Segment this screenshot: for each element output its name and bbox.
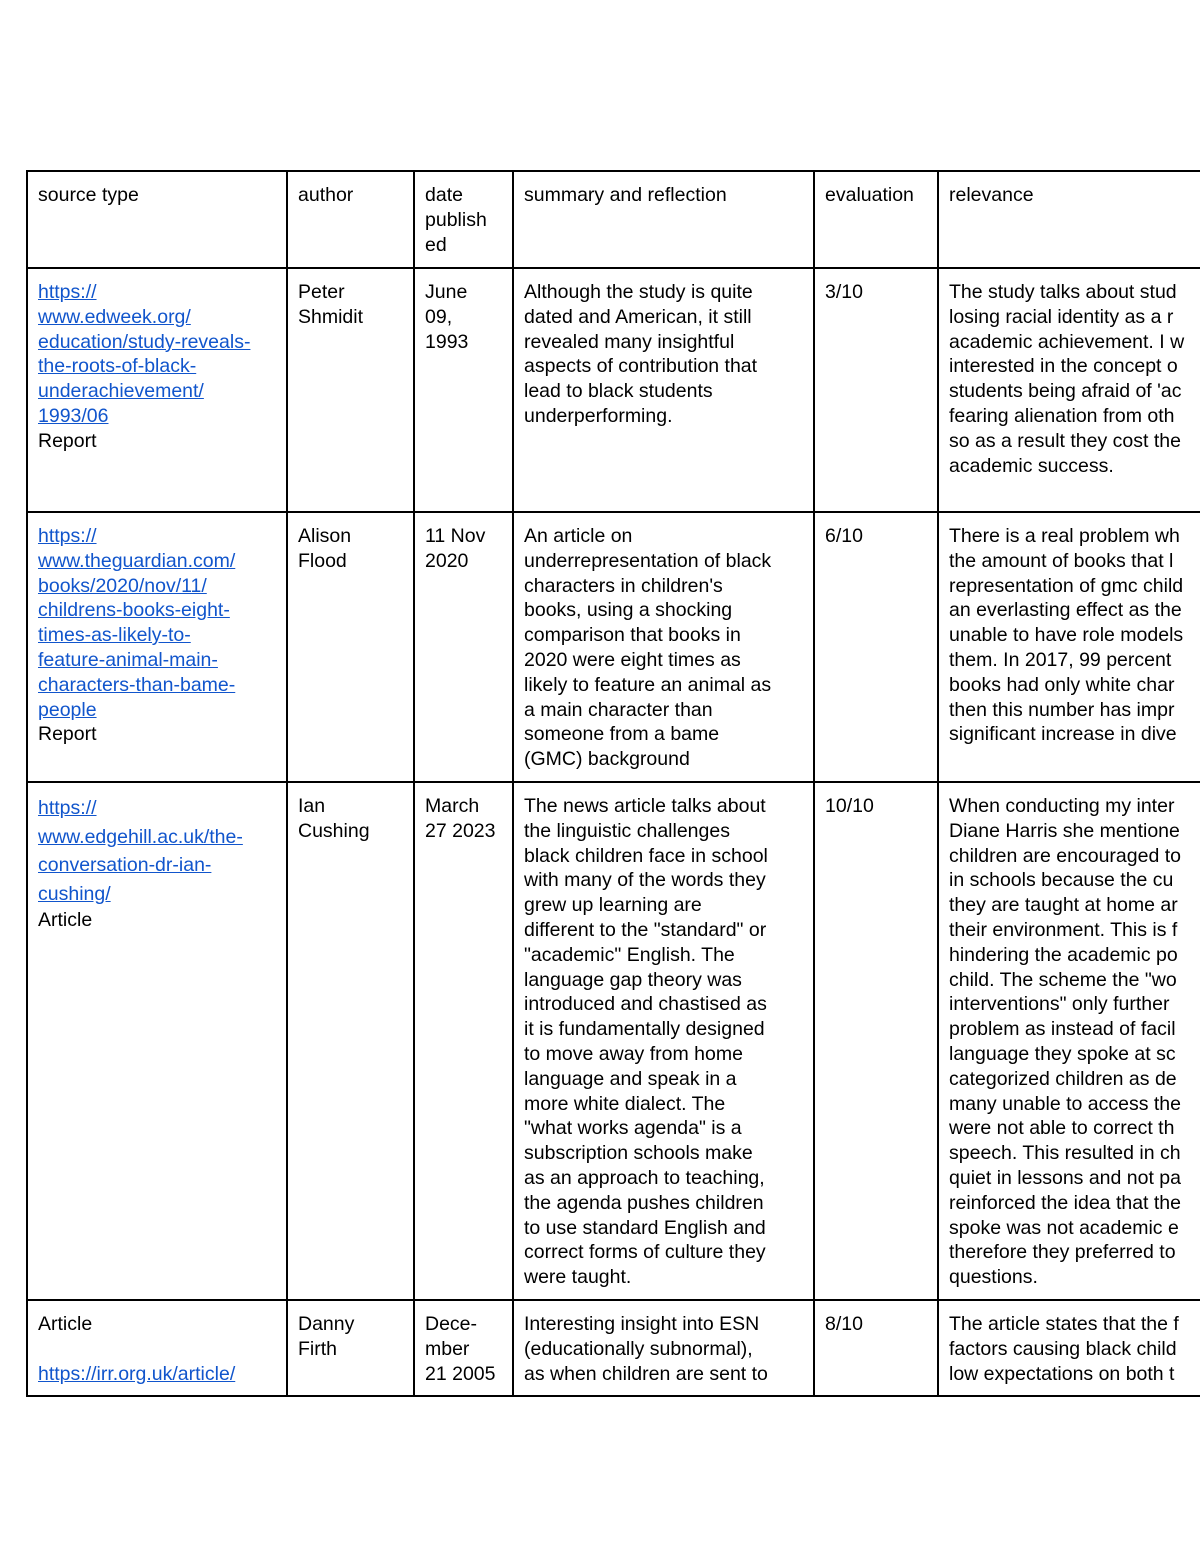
link-line[interactable]: https://irr.org.uk/article/ [38, 1362, 236, 1385]
relevance-text: the amount of books that l [949, 549, 1174, 572]
relevance-text: losing racial identity as a r [949, 305, 1174, 328]
header-text: evaluation [825, 184, 914, 206]
table-row [27, 512, 1200, 782]
summary-text: underperforming. [524, 404, 673, 427]
table-row [27, 268, 1200, 512]
relevance-text: questions. [949, 1266, 1038, 1289]
date-text: 21 2005 [425, 1362, 496, 1385]
relevance-text: problem as instead of facil [949, 1018, 1176, 1041]
summary-text: language and speak in a [524, 1067, 737, 1090]
relevance-text: so as a result they cost the [949, 429, 1181, 452]
relevance-text: low expectations on both t [949, 1362, 1175, 1385]
link-line[interactable]: the-roots-of-black- [38, 355, 197, 378]
summary-text: characters in children's [524, 574, 723, 597]
source-cell [27, 268, 287, 512]
relevance-text: children are encouraged to [949, 844, 1181, 867]
summary-cell [513, 1300, 814, 1396]
summary-text: dated and American, it still [524, 305, 752, 328]
date-text: 1993 [425, 330, 469, 353]
source-link[interactable] [38, 280, 276, 429]
relevance-text: categorized children as de [949, 1067, 1177, 1090]
header-text: source type [38, 184, 139, 206]
relevance-text: child. The scheme the "wo [949, 968, 1177, 991]
summary-text: underrepresentation of black [524, 549, 772, 572]
blank-line [38, 1337, 276, 1362]
date-text: mber [425, 1337, 470, 1360]
source-link[interactable] [38, 1362, 276, 1387]
summary-text: someone from a bame [524, 723, 720, 746]
source-type-label: Article [38, 909, 93, 931]
relevance-text: spoke was not academic e [949, 1216, 1179, 1239]
relevance-text: interested in the concept o [949, 355, 1178, 378]
link-line[interactable]: times-as-likely-to- [38, 624, 191, 647]
header-text: relevance [949, 184, 1034, 206]
source-cell [27, 512, 287, 782]
date-text: 27 2023 [425, 819, 496, 842]
summary-text: it is fundamentally designed [524, 1018, 765, 1041]
date-text: March [425, 795, 480, 817]
link-line[interactable]: www.theguardian.com/ [38, 549, 236, 572]
summary-text: subscription schools make [524, 1142, 753, 1165]
source-link[interactable] [38, 794, 276, 908]
evaluation-cell [814, 268, 938, 512]
date-cell [414, 268, 513, 512]
author-cell [287, 1300, 414, 1396]
source-type-label: Report [38, 429, 97, 452]
link-line[interactable]: 1993/06 [38, 404, 109, 427]
summary-text: An article on [524, 525, 633, 547]
evaluation-score: 6/10 [825, 525, 863, 547]
table-row [27, 782, 1200, 1300]
summary-text: comparison that books in [524, 624, 741, 647]
evaluation-score: 3/10 [825, 281, 863, 303]
author-text: Shmidit [298, 305, 364, 328]
link-line[interactable]: books/2020/nov/11/ [38, 574, 207, 597]
link-line[interactable]: https:// [38, 281, 97, 303]
summary-text: (educationally subnormal), [524, 1337, 753, 1360]
link-line[interactable]: www.edweek.org/ [38, 305, 191, 328]
evaluation-score: 8/10 [825, 1313, 863, 1335]
date-cell [414, 782, 513, 1300]
relevance-text: unable to have role models [949, 624, 1184, 647]
date-text: 09, [425, 305, 453, 328]
summary-text: the agenda pushes children [524, 1191, 764, 1214]
header-text: ed [425, 233, 447, 256]
summary-text: "what works agenda" is a [524, 1117, 742, 1140]
evaluation-cell [814, 512, 938, 782]
summary-text: likely to feature an animal as [524, 673, 772, 696]
evaluation-cell [814, 1300, 938, 1396]
source-type-label: Article [38, 1313, 93, 1335]
author-cell [287, 512, 414, 782]
summary-text: as when children are sent to [524, 1362, 768, 1385]
header-text: author [298, 184, 354, 206]
summary-text: with many of the words they [524, 869, 766, 892]
link-line[interactable]: https:// [38, 525, 97, 547]
link-line[interactable]: conversation-dr-ian- [38, 854, 212, 876]
relevance-text: reinforced the idea that the [949, 1191, 1181, 1214]
evaluation-score: 10/10 [825, 795, 874, 817]
relevance-text: fearing alienation from oth [949, 404, 1175, 427]
header-text: publish [425, 208, 487, 231]
relevance-text: factors causing black child [949, 1337, 1177, 1360]
date-cell [414, 1300, 513, 1396]
header-author [287, 171, 414, 268]
relevance-text: students being afraid of 'ac [949, 380, 1182, 403]
author-text: Peter [298, 281, 345, 303]
summary-text: correct forms of culture they [524, 1241, 766, 1264]
relevance-cell [938, 512, 1200, 782]
summary-text: were taught. [524, 1266, 632, 1289]
author-text: Cushing [298, 819, 370, 842]
author-text: Ian [298, 795, 326, 817]
author-text: Danny [298, 1313, 355, 1335]
header-date-published [414, 171, 513, 268]
summary-text: to use standard English and [524, 1216, 766, 1239]
summary-text: revealed many insightful [524, 330, 735, 353]
header-relevance [938, 171, 1200, 268]
summary-text: black children face in school [524, 844, 768, 867]
relevance-text: quiet in lessons and not pa [949, 1166, 1182, 1189]
relevance-text: were not able to correct th [949, 1117, 1175, 1140]
source-type-label: Report [38, 723, 97, 746]
date-text: 2020 [425, 549, 469, 572]
date-cell [414, 512, 513, 782]
relevance-text: an everlasting effect as the [949, 599, 1182, 622]
summary-cell [513, 782, 814, 1300]
summary-text: different to the "standard" or [524, 918, 767, 941]
author-text: Flood [298, 549, 347, 572]
date-text: 11 Nov [425, 525, 486, 547]
link-line[interactable]: characters-than-bame- [38, 673, 236, 696]
link-line[interactable]: feature-animal-main- [38, 648, 218, 671]
link-line[interactable]: https:// [38, 797, 97, 819]
source-link[interactable] [38, 524, 276, 722]
summary-text: lead to black students [524, 380, 713, 403]
source-evaluation-table [26, 170, 1200, 1397]
link-line[interactable]: people [38, 698, 97, 721]
summary-text: more white dialect. The [524, 1092, 726, 1115]
summary-text: 2020 were eight times as [524, 648, 741, 671]
relevance-text: academic achievement. I w [949, 330, 1185, 353]
relevance-text: speech. This resulted in ch [949, 1142, 1181, 1165]
header-text: date [425, 184, 463, 206]
date-text: June [425, 281, 468, 303]
relevance-text: books had only white char [949, 673, 1175, 696]
header-source-type [27, 171, 287, 268]
summary-cell [513, 268, 814, 512]
summary-text: to move away from home [524, 1042, 743, 1065]
author-text: Alison [298, 525, 352, 547]
author-cell [287, 782, 414, 1300]
summary-text: aspects of contribution that [524, 355, 758, 378]
header-summary-reflection [513, 171, 814, 268]
summary-text: books, using a shocking [524, 599, 733, 622]
link-line[interactable]: childrens-books-eight- [38, 599, 230, 622]
relevance-text: The study talks about stud [949, 281, 1177, 303]
summary-text: "academic" English. The [524, 943, 735, 966]
summary-cell [513, 512, 814, 782]
relevance-text: many unable to access the [949, 1092, 1181, 1115]
header-evaluation [814, 171, 938, 268]
author-cell [287, 268, 414, 512]
table-row [27, 1300, 1200, 1396]
relevance-text: language they spoke at sc [949, 1042, 1176, 1065]
summary-text: Interesting insight into ESN [524, 1313, 760, 1335]
author-text: Firth [298, 1337, 337, 1360]
relevance-cell [938, 782, 1200, 1300]
relevance-cell [938, 268, 1200, 512]
summary-text: language gap theory was [524, 968, 742, 991]
relevance-text: interventions" only further [949, 993, 1170, 1016]
header-text: summary and reflection [524, 184, 727, 206]
summary-text: (GMC) background [524, 748, 690, 771]
relevance-text: Diane Harris she mentione [949, 819, 1180, 842]
relevance-text: their environment. This is f [949, 918, 1178, 941]
relevance-text: therefore they preferred to [949, 1241, 1176, 1264]
relevance-text: significant increase in dive [949, 723, 1177, 746]
link-line[interactable]: cushing/ [38, 882, 111, 905]
relevance-text: they are taught at home ar [949, 894, 1178, 917]
summary-text: as an approach to teaching, [524, 1166, 765, 1189]
relevance-cell [938, 1300, 1200, 1396]
summary-text: introduced and chastised as [524, 993, 767, 1016]
relevance-text: academic success. [949, 454, 1114, 477]
summary-text: a main character than [524, 698, 713, 721]
relevance-text: hindering the academic po [949, 943, 1178, 966]
table-header-row [27, 171, 1200, 268]
relevance-text: When conducting my inter [949, 795, 1175, 817]
relevance-text: in schools because the cu [949, 869, 1174, 892]
summary-text: the linguistic challenges [524, 819, 730, 842]
evaluation-cell [814, 782, 938, 1300]
summary-text: Although the study is quite [524, 281, 753, 303]
date-text: Dece- [425, 1313, 478, 1335]
source-cell [27, 1300, 287, 1396]
link-line[interactable]: www.edgehill.ac.uk/the- [38, 825, 243, 848]
source-cell [27, 782, 287, 1300]
summary-text: The news article talks about [524, 795, 766, 817]
relevance-text: There is a real problem wh [949, 525, 1180, 547]
link-line[interactable]: education/study-reveals- [38, 330, 251, 353]
relevance-text: then this number has impr [949, 698, 1175, 721]
relevance-text: them. In 2017, 99 percent [949, 648, 1172, 671]
relevance-text: representation of gmc child [949, 574, 1184, 597]
summary-text: grew up learning are [524, 894, 702, 917]
link-line[interactable]: underachievement/ [38, 380, 204, 403]
relevance-text: The article states that the f [949, 1313, 1179, 1335]
